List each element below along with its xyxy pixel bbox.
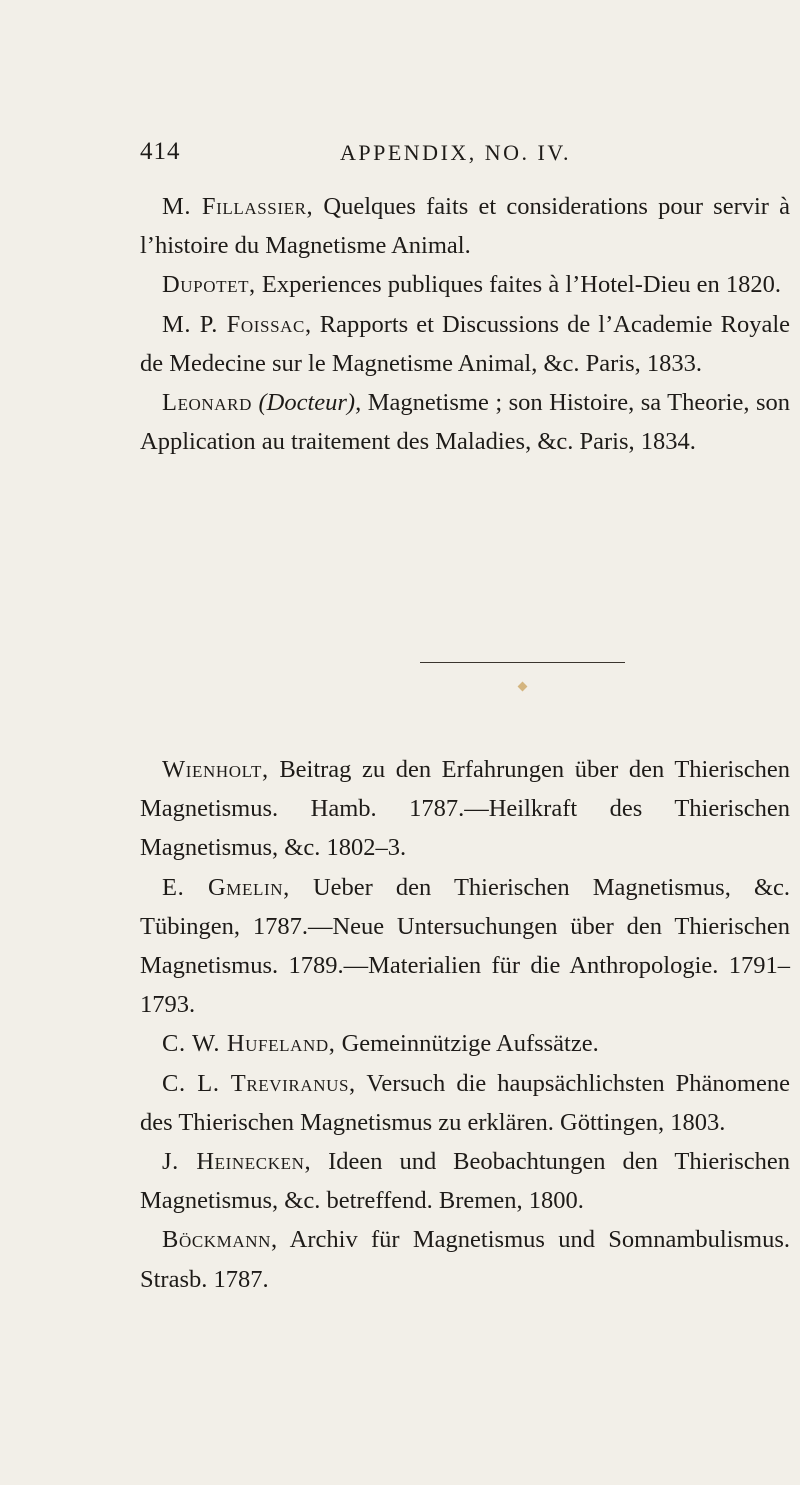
entry-text: Rapports et Discussions de l’Academie Royale de Medecine sur le Magnetisme Animal, &c. Paris, 1833. [140,310,790,377]
running-head [140,138,700,172]
bibliography-entry [140,305,790,383]
bibliography-entry [140,265,790,304]
entry-author: M. P. Foissac, [162,310,312,338]
entry-author: E. Gmelin, [162,873,290,901]
entry-text: Gemeinnützige Aufssätze. [335,1030,599,1058]
bibliography-entry [140,383,790,461]
bibliography-entry [140,868,790,1025]
running-head-title: APPENDIX, NO. IV. [340,140,571,165]
entry-text: Beitrag zu den Erfahrungen über den Thierischen Magnetismus. Hamb. 1787.—Heilkraft des Thierischen Magnetismus, &c. 1802–3. [140,756,790,862]
entry-author: Böckmann, [162,1226,278,1254]
entry-text: Archiv für Magnetismus und Somnambulismus. Strasb. 1787. [140,1226,790,1293]
entry-author: Dupotet, [162,271,256,299]
bibliography-entry [140,1220,790,1298]
entry-text: Experiences publiques faites à l’Hotel-Dieu en 1820. [255,271,781,299]
bibliography-entry [140,1024,790,1063]
entry-author: M. Fillassier, [162,193,314,220]
bibliography-entry [140,750,790,868]
entry-author: Wienholt, [162,756,269,783]
section-divider-rule [420,662,625,663]
bibliography-entry [140,187,790,265]
bibliography-entry [140,1064,790,1142]
entry-author: C. L. Treviranus, [162,1069,356,1097]
bibliography-french [140,187,790,461]
bibliography-german [140,750,790,1299]
entry-text: Ideen und Beobachtungen den Thierischen Magnetismus, &c. betreffend. Bremen, 1800. [140,1148,790,1215]
divider-ornament [518,682,528,692]
entry-author: C. W. Hufeland, [162,1030,336,1058]
entry-text: Quelques faits et considerations pour servir à l’histoire du Magnetisme Animal. [140,193,791,260]
page-number: 414 [140,138,181,165]
entry-text: Versuch die haupsächlichsten Phänomene des Thierischen Magnetismus zu erklären. Göttingen, 1803. [140,1069,790,1136]
entry-author: Leonard [162,389,252,417]
entry-text: Magnetisme ; son Histoire, sa Theorie, son Application au traitement des Maladies, &c. Paris, 1834. [140,389,790,456]
entry-italic-note: (Docteur), [252,389,362,417]
entry-author: J. Heinecken, [162,1148,312,1176]
bibliography-entry [140,1142,790,1220]
entry-text: Ueber den Thierischen Magnetismus, &c. Tübingen, 1787.—Neue Untersuchungen über den Thierischen Magnetismus. 1789.—Materialien für die Anthropologie. 1791–1793. [140,873,790,1019]
